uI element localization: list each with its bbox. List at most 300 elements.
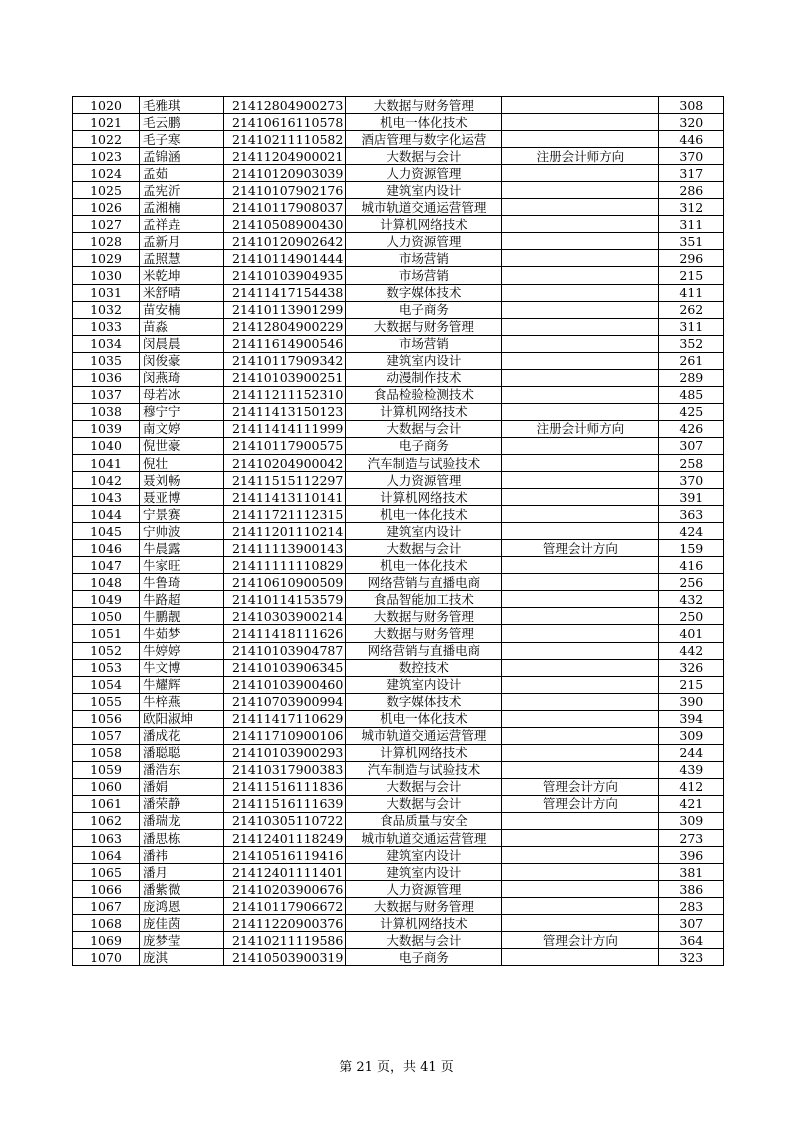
major-cell: 计算机网络技术 [346, 744, 502, 761]
table-row [73, 591, 724, 608]
direction-cell [502, 710, 659, 727]
student-id-cell: 21410103904935 [224, 267, 346, 284]
student-name-cell: 潘聪聪 [140, 744, 224, 761]
table-row [73, 301, 724, 318]
major-cell: 人力资源管理 [346, 233, 502, 250]
row-number-cell: 1056 [73, 710, 140, 727]
student-id-cell: 21411417154438 [224, 284, 346, 301]
student-name-cell: 牛家旺 [140, 557, 224, 574]
score-cell: 364 [659, 932, 724, 949]
table-row [73, 97, 724, 114]
student-name-cell: 潘成花 [140, 727, 224, 744]
student-id-cell: 21411113900143 [224, 540, 346, 557]
direction-cell [502, 693, 659, 710]
student-name-cell: 潘浩东 [140, 761, 224, 778]
major-cell: 建筑室内设计 [346, 864, 502, 881]
student-name-cell: 闵燕琦 [140, 369, 224, 386]
row-number-cell: 1021 [73, 114, 140, 131]
student-id-cell: 21410120902642 [224, 233, 346, 250]
student-name-cell: 潘瑞龙 [140, 812, 224, 829]
student-name-cell: 庞鸿恩 [140, 898, 224, 915]
row-number-cell: 1031 [73, 284, 140, 301]
student-name-cell: 孟照慧 [140, 250, 224, 267]
score-table [72, 96, 724, 966]
direction-cell [502, 949, 659, 966]
student-id-cell: 21410103900460 [224, 676, 346, 693]
major-cell: 数控技术 [346, 659, 502, 676]
score-cell: 446 [659, 131, 724, 148]
table-row [73, 114, 724, 131]
score-cell: 412 [659, 778, 724, 795]
direction-cell [502, 489, 659, 506]
student-id-cell: 21410117906672 [224, 898, 346, 915]
student-name-cell: 宁景赛 [140, 506, 224, 523]
student-id-cell: 21411516111836 [224, 778, 346, 795]
major-cell: 数字媒体技术 [346, 693, 502, 710]
row-number-cell: 1069 [73, 932, 140, 949]
direction-cell [502, 523, 659, 540]
direction-cell: 注册会计师方向 [502, 148, 659, 165]
student-id-cell: 21410107902176 [224, 182, 346, 199]
student-name-cell: 孟茹 [140, 165, 224, 182]
major-cell: 城市轨道交通运营管理 [346, 199, 502, 216]
row-number-cell: 1027 [73, 216, 140, 233]
row-number-cell: 1030 [73, 267, 140, 284]
student-name-cell: 欧阳淑坤 [140, 710, 224, 727]
row-number-cell: 1059 [73, 761, 140, 778]
table-row [73, 898, 724, 915]
student-id-cell: 21412804900273 [224, 97, 346, 114]
direction-cell [502, 881, 659, 898]
row-number-cell: 1023 [73, 148, 140, 165]
table-row [73, 778, 724, 795]
direction-cell [502, 472, 659, 489]
row-number-cell: 1050 [73, 608, 140, 625]
table-row [73, 386, 724, 403]
score-cell: 289 [659, 369, 724, 386]
row-number-cell: 1033 [73, 318, 140, 335]
major-cell: 动漫制作技术 [346, 369, 502, 386]
score-cell: 309 [659, 812, 724, 829]
major-cell: 市场营销 [346, 267, 502, 284]
row-number-cell: 1070 [73, 949, 140, 966]
student-name-cell: 潘紫微 [140, 881, 224, 898]
major-cell: 机电一体化技术 [346, 710, 502, 727]
table-row [73, 165, 724, 182]
row-number-cell: 1068 [73, 915, 140, 932]
table-row [73, 710, 724, 727]
table-row [73, 949, 724, 966]
student-id-cell: 21410103904787 [224, 642, 346, 659]
student-name-cell: 毛子寒 [140, 131, 224, 148]
score-cell: 215 [659, 676, 724, 693]
direction-cell [502, 454, 659, 471]
table-row [73, 812, 724, 829]
student-id-cell: 21411111110829 [224, 557, 346, 574]
student-id-cell: 21410317900383 [224, 761, 346, 778]
student-id-cell: 21411721112315 [224, 506, 346, 523]
student-name-cell: 庞梦莹 [140, 932, 224, 949]
student-id-cell: 21410103906345 [224, 659, 346, 676]
student-name-cell: 孟锦涵 [140, 148, 224, 165]
major-cell: 食品质量与安全 [346, 812, 502, 829]
row-number-cell: 1065 [73, 864, 140, 881]
score-cell: 311 [659, 318, 724, 335]
student-name-cell: 毛雅琪 [140, 97, 224, 114]
major-cell: 大数据与会计 [346, 778, 502, 795]
major-cell: 人力资源管理 [346, 881, 502, 898]
direction-cell: 注册会计师方向 [502, 420, 659, 437]
major-cell: 大数据与会计 [346, 148, 502, 165]
score-cell: 370 [659, 472, 724, 489]
score-cell: 317 [659, 165, 724, 182]
major-cell: 城市轨道交通运营管理 [346, 830, 502, 847]
major-cell: 大数据与财务管理 [346, 318, 502, 335]
direction-cell [502, 659, 659, 676]
table-row [73, 795, 724, 812]
student-name-cell: 孟湘楠 [140, 199, 224, 216]
student-name-cell: 潘思栋 [140, 830, 224, 847]
major-cell: 人力资源管理 [346, 472, 502, 489]
direction-cell [502, 625, 659, 642]
major-cell: 网络营销与直播电商 [346, 574, 502, 591]
student-id-cell: 21411515112297 [224, 472, 346, 489]
score-cell: 273 [659, 830, 724, 847]
student-id-cell: 21410211110582 [224, 131, 346, 148]
student-id-cell: 21410114901444 [224, 250, 346, 267]
direction-cell [502, 267, 659, 284]
student-id-cell: 21410503900319 [224, 949, 346, 966]
student-name-cell: 庞淇 [140, 949, 224, 966]
table-row [73, 830, 724, 847]
direction-cell [502, 864, 659, 881]
row-number-cell: 1057 [73, 727, 140, 744]
direction-cell [502, 437, 659, 454]
direction-cell [502, 608, 659, 625]
direction-cell [502, 557, 659, 574]
student-id-cell: 21411211152310 [224, 386, 346, 403]
table-row [73, 284, 724, 301]
score-cell: 442 [659, 642, 724, 659]
student-id-cell: 21411413110141 [224, 489, 346, 506]
student-name-cell: 潘荣静 [140, 795, 224, 812]
major-cell: 建筑室内设计 [346, 676, 502, 693]
student-id-cell: 21411220900376 [224, 915, 346, 932]
major-cell: 食品智能加工技术 [346, 591, 502, 608]
major-cell: 计算机网络技术 [346, 915, 502, 932]
score-cell: 391 [659, 489, 724, 506]
row-number-cell: 1053 [73, 659, 140, 676]
student-id-cell: 21410211119586 [224, 932, 346, 949]
major-cell: 大数据与财务管理 [346, 608, 502, 625]
score-cell: 421 [659, 795, 724, 812]
row-number-cell: 1049 [73, 591, 140, 608]
row-number-cell: 1063 [73, 830, 140, 847]
row-number-cell: 1037 [73, 386, 140, 403]
major-cell: 大数据与会计 [346, 540, 502, 557]
major-cell: 建筑室内设计 [346, 352, 502, 369]
student-name-cell: 牛文博 [140, 659, 224, 676]
student-name-cell: 母若冰 [140, 386, 224, 403]
direction-cell [502, 335, 659, 352]
score-cell: 352 [659, 335, 724, 352]
student-id-cell: 21411204900021 [224, 148, 346, 165]
table-row [73, 693, 724, 710]
major-cell: 市场营销 [346, 335, 502, 352]
student-name-cell: 米乾坤 [140, 267, 224, 284]
major-cell: 机电一体化技术 [346, 114, 502, 131]
direction-cell: 管理会计方向 [502, 540, 659, 557]
major-cell: 电子商务 [346, 301, 502, 318]
score-cell: 326 [659, 659, 724, 676]
major-cell: 建筑室内设计 [346, 523, 502, 540]
major-cell: 机电一体化技术 [346, 506, 502, 523]
table-row [73, 318, 724, 335]
table-row [73, 352, 724, 369]
score-cell: 312 [659, 199, 724, 216]
row-number-cell: 1045 [73, 523, 140, 540]
direction-cell [502, 642, 659, 659]
row-number-cell: 1039 [73, 420, 140, 437]
student-name-cell: 米舒晴 [140, 284, 224, 301]
student-id-cell: 21411516111639 [224, 795, 346, 812]
direction-cell [502, 352, 659, 369]
direction-cell [502, 727, 659, 744]
table-row [73, 540, 724, 557]
direction-cell [502, 830, 659, 847]
student-name-cell: 庞佳茵 [140, 915, 224, 932]
table-row [73, 454, 724, 471]
student-id-cell: 21411414111999 [224, 420, 346, 437]
student-name-cell: 苗安楠 [140, 301, 224, 318]
direction-cell: 管理会计方向 [502, 932, 659, 949]
score-cell: 424 [659, 523, 724, 540]
score-cell: 323 [659, 949, 724, 966]
student-id-cell: 21411413150123 [224, 403, 346, 420]
table-row [73, 233, 724, 250]
major-cell: 电子商务 [346, 949, 502, 966]
student-name-cell: 倪世豪 [140, 437, 224, 454]
direction-cell [502, 182, 659, 199]
row-number-cell: 1042 [73, 472, 140, 489]
student-id-cell: 21411201110214 [224, 523, 346, 540]
direction-cell [502, 216, 659, 233]
major-cell: 汽车制造与试验技术 [346, 761, 502, 778]
table-row [73, 420, 724, 437]
score-cell: 370 [659, 148, 724, 165]
student-id-cell: 21411418111626 [224, 625, 346, 642]
row-number-cell: 1032 [73, 301, 140, 318]
direction-cell [502, 199, 659, 216]
table-row [73, 659, 724, 676]
row-number-cell: 1043 [73, 489, 140, 506]
row-number-cell: 1035 [73, 352, 140, 369]
row-number-cell: 1025 [73, 182, 140, 199]
direction-cell [502, 250, 659, 267]
student-id-cell: 21410204900042 [224, 454, 346, 471]
major-cell: 计算机网络技术 [346, 403, 502, 420]
student-id-cell: 21410703900994 [224, 693, 346, 710]
direction-cell [502, 284, 659, 301]
score-cell: 283 [659, 898, 724, 915]
score-cell: 390 [659, 693, 724, 710]
direction-cell [502, 386, 659, 403]
score-cell: 262 [659, 301, 724, 318]
table-row [73, 608, 724, 625]
table-row [73, 506, 724, 523]
score-cell: 432 [659, 591, 724, 608]
student-id-cell: 21410117908037 [224, 199, 346, 216]
student-id-cell: 21410508900430 [224, 216, 346, 233]
direction-cell [502, 318, 659, 335]
table-row [73, 574, 724, 591]
row-number-cell: 1034 [73, 335, 140, 352]
major-cell: 大数据与财务管理 [346, 898, 502, 915]
score-table-body [73, 97, 724, 966]
major-cell: 城市轨道交通运营管理 [346, 727, 502, 744]
student-id-cell: 21411614900546 [224, 335, 346, 352]
table-row [73, 267, 724, 284]
direction-cell [502, 369, 659, 386]
student-id-cell: 21410114153579 [224, 591, 346, 608]
major-cell: 大数据与财务管理 [346, 97, 502, 114]
direction-cell [502, 301, 659, 318]
page-footer: 第 21 页，共 41 页 [339, 1060, 454, 1075]
score-cell: 426 [659, 420, 724, 437]
row-number-cell: 1028 [73, 233, 140, 250]
score-cell: 307 [659, 437, 724, 454]
score-cell: 411 [659, 284, 724, 301]
row-number-cell: 1046 [73, 540, 140, 557]
student-name-cell: 聂亚博 [140, 489, 224, 506]
table-row [73, 403, 724, 420]
student-name-cell: 毛云鹏 [140, 114, 224, 131]
table-row [73, 864, 724, 881]
score-cell: 386 [659, 881, 724, 898]
student-id-cell: 21412401111401 [224, 864, 346, 881]
direction-cell [502, 97, 659, 114]
table-row [73, 182, 724, 199]
table-row [73, 642, 724, 659]
table-row [73, 761, 724, 778]
major-cell: 计算机网络技术 [346, 489, 502, 506]
row-number-cell: 1041 [73, 454, 140, 471]
score-cell: 401 [659, 625, 724, 642]
major-cell: 大数据与会计 [346, 420, 502, 437]
score-cell: 425 [659, 403, 724, 420]
score-cell: 159 [659, 540, 724, 557]
major-cell: 人力资源管理 [346, 165, 502, 182]
row-number-cell: 1051 [73, 625, 140, 642]
student-id-cell: 21410305110722 [224, 812, 346, 829]
score-cell: 309 [659, 727, 724, 744]
score-cell: 396 [659, 847, 724, 864]
table-row [73, 472, 724, 489]
student-name-cell: 牛晨露 [140, 540, 224, 557]
score-cell: 439 [659, 761, 724, 778]
student-id-cell: 21410113901299 [224, 301, 346, 318]
row-number-cell: 1067 [73, 898, 140, 915]
major-cell: 汽车制造与试验技术 [346, 454, 502, 471]
score-cell: 296 [659, 250, 724, 267]
student-id-cell: 21411417110629 [224, 710, 346, 727]
score-cell: 394 [659, 710, 724, 727]
student-name-cell: 牛梓燕 [140, 693, 224, 710]
table-row [73, 131, 724, 148]
table-row [73, 557, 724, 574]
direction-cell [502, 898, 659, 915]
table-row [73, 727, 724, 744]
row-number-cell: 1048 [73, 574, 140, 591]
major-cell: 大数据与会计 [346, 795, 502, 812]
direction-cell [502, 761, 659, 778]
direction-cell [502, 591, 659, 608]
row-number-cell: 1047 [73, 557, 140, 574]
row-number-cell: 1062 [73, 812, 140, 829]
table-row [73, 489, 724, 506]
table-row [73, 437, 724, 454]
student-id-cell: 21412804900229 [224, 318, 346, 335]
major-cell: 大数据与财务管理 [346, 625, 502, 642]
table-row [73, 216, 724, 233]
student-name-cell: 牛路超 [140, 591, 224, 608]
student-name-cell: 孟宪沂 [140, 182, 224, 199]
score-cell: 261 [659, 352, 724, 369]
score-cell: 320 [659, 114, 724, 131]
table-row [73, 881, 724, 898]
row-number-cell: 1020 [73, 97, 140, 114]
student-name-cell: 聂刘畅 [140, 472, 224, 489]
score-cell: 258 [659, 454, 724, 471]
student-id-cell: 21411710900106 [224, 727, 346, 744]
direction-cell [502, 131, 659, 148]
major-cell: 数字媒体技术 [346, 284, 502, 301]
direction-cell [502, 165, 659, 182]
row-number-cell: 1054 [73, 676, 140, 693]
score-cell: 307 [659, 915, 724, 932]
row-number-cell: 1061 [73, 795, 140, 812]
student-id-cell: 21410117909342 [224, 352, 346, 369]
student-id-cell: 21410103900251 [224, 369, 346, 386]
student-name-cell: 南文婷 [140, 420, 224, 437]
score-cell: 311 [659, 216, 724, 233]
table-row [73, 625, 724, 642]
row-number-cell: 1036 [73, 369, 140, 386]
row-number-cell: 1058 [73, 744, 140, 761]
score-cell: 250 [659, 608, 724, 625]
student-id-cell: 21410303900214 [224, 608, 346, 625]
student-id-cell: 21412401118249 [224, 830, 346, 847]
table-row [73, 148, 724, 165]
student-name-cell: 牛鹏靓 [140, 608, 224, 625]
direction-cell: 管理会计方向 [502, 778, 659, 795]
student-name-cell: 倪壮 [140, 454, 224, 471]
student-name-cell: 牛婷婷 [140, 642, 224, 659]
direction-cell [502, 915, 659, 932]
direction-cell [502, 403, 659, 420]
major-cell: 建筑室内设计 [346, 847, 502, 864]
score-cell: 244 [659, 744, 724, 761]
student-name-cell: 孟祥垚 [140, 216, 224, 233]
table-row [73, 744, 724, 761]
score-cell: 256 [659, 574, 724, 591]
score-cell: 351 [659, 233, 724, 250]
major-cell: 酒店管理与数字化运营 [346, 131, 502, 148]
major-cell: 电子商务 [346, 437, 502, 454]
table-row [73, 199, 724, 216]
row-number-cell: 1052 [73, 642, 140, 659]
row-number-cell: 1060 [73, 778, 140, 795]
